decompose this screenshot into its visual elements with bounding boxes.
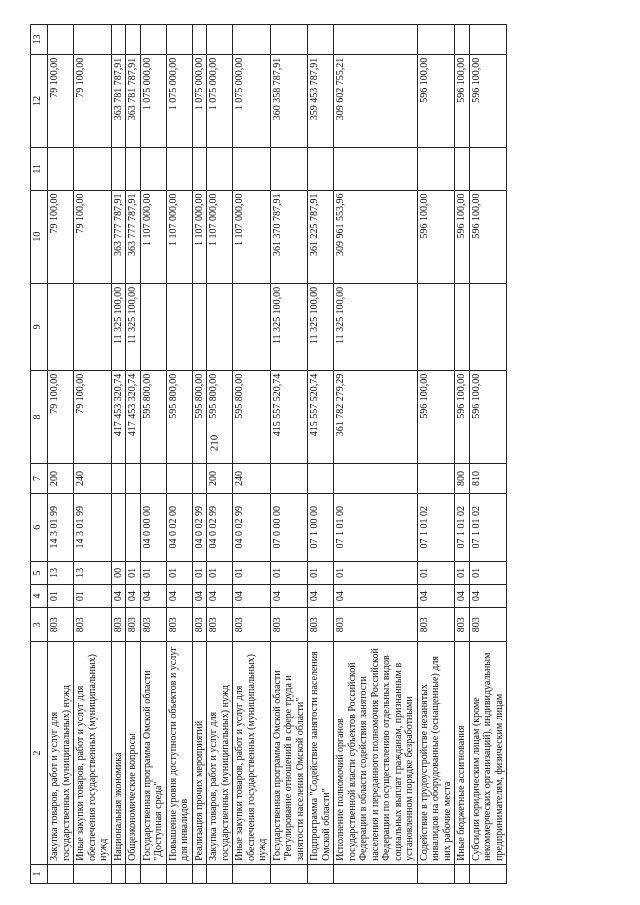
cell-subsection: 01 xyxy=(270,561,308,584)
cell-target-article: 04 0 02 99 xyxy=(233,493,271,561)
cell-section: 04 xyxy=(140,584,166,607)
cell-empty xyxy=(455,864,470,883)
cell-amount: 596 100,00 xyxy=(417,54,455,147)
cell-amount: 1 107 000,00 xyxy=(166,190,192,283)
cell-amount xyxy=(48,283,74,370)
cell-empty xyxy=(469,864,507,883)
cell-amount xyxy=(74,283,112,370)
budget-table xyxy=(30,24,507,884)
cell-amount: 595 800,00 xyxy=(192,370,207,463)
cell-target-article: 04 0 02 99 xyxy=(207,493,233,561)
cell-amount: 1 075 000,00 xyxy=(207,54,233,147)
cell-amount: 309 961 553,96 xyxy=(334,190,418,283)
cell-expense-type xyxy=(334,464,418,494)
cell-expense-type xyxy=(192,464,207,494)
cell-amount xyxy=(417,25,455,55)
cell-empty xyxy=(308,864,334,883)
cell-amount: 596 100,00 xyxy=(469,370,507,463)
cell-ministry: 803 xyxy=(207,608,233,642)
cell-ministry: 803 xyxy=(469,608,507,642)
cell-ministry: 803 xyxy=(455,608,470,642)
cell-amount: 595 800,00 xyxy=(207,370,233,463)
cell-subsection: 01 xyxy=(207,561,233,584)
cell-amount xyxy=(455,25,470,55)
cell-target-article: 14 3 01 99 xyxy=(74,493,112,561)
cell-subsection: 01 xyxy=(417,561,455,584)
cell-amount: 11 325 100,00 xyxy=(334,283,418,370)
cell-subsection: 01 xyxy=(166,561,192,584)
cell-amount: 417 453 320,74 xyxy=(111,370,126,463)
cell-amount xyxy=(417,148,455,190)
cell-subsection: 13 xyxy=(74,561,112,584)
cell-target-article: 14 3 01 99 xyxy=(48,493,74,561)
cell-empty xyxy=(233,864,271,883)
row-name: Государственная программа Омской области "Доступная среда" xyxy=(140,642,166,865)
cell-amount: 11 325 100,00 xyxy=(270,283,308,370)
cell-section: 04 xyxy=(192,584,207,607)
cell-expense-type: 810 xyxy=(469,464,507,494)
cell-amount: 596 100,00 xyxy=(455,54,470,147)
cell-amount xyxy=(192,148,207,190)
column-header: 2 xyxy=(31,642,48,865)
cell-amount xyxy=(126,148,141,190)
cell-expense-type: 200 xyxy=(207,464,233,494)
cell-empty xyxy=(192,864,207,883)
cell-amount: 596 100,00 xyxy=(469,190,507,283)
cell-amount: 11 325 100,00 xyxy=(111,283,126,370)
cell-amount xyxy=(308,148,334,190)
cell-subsection: 01 xyxy=(469,561,507,584)
row-name: Реализация прочих мероприятий xyxy=(192,642,207,865)
cell-amount xyxy=(207,283,233,370)
cell-subsection: 01 xyxy=(192,561,207,584)
cell-amount: 596 100,00 xyxy=(417,190,455,283)
cell-amount: 1 107 000,00 xyxy=(140,190,166,283)
cell-ministry: 803 xyxy=(166,608,192,642)
cell-amount: 79 100,00 xyxy=(48,190,74,283)
cell-expense-type: 800 xyxy=(455,464,470,494)
cell-amount: 596 100,00 xyxy=(455,370,470,463)
cell-amount: 361 225 787,91 xyxy=(308,190,334,283)
cell-amount: 596 100,00 xyxy=(455,190,470,283)
cell-empty xyxy=(48,864,74,883)
cell-amount xyxy=(469,283,507,370)
cell-amount xyxy=(455,283,470,370)
row-name: Иные закупки товаров, работ и услуг для обеспечения государственных (муниципальных) нужд xyxy=(233,642,271,865)
cell-amount xyxy=(417,283,455,370)
table-row xyxy=(469,25,507,884)
cell-amount: 596 100,00 xyxy=(469,54,507,147)
row-name: Подпрограмма "Содействие занятости населения Омской области" xyxy=(308,642,334,865)
column-header: 6 xyxy=(31,493,48,561)
cell-subsection: 01 xyxy=(233,561,271,584)
cell-amount: 1 075 000,00 xyxy=(233,54,271,147)
row-name: Исполнение полномочий органов государственной власти субъектов Российской Федерации в области содействия занятости населения и переданного полномочия Российской Федерации по осуществлению отдельных видов социальных выплат гражданам, признанным в установленном порядке безработными xyxy=(334,642,418,865)
cell-amount: 1 107 000,00 xyxy=(207,190,233,283)
cell-ministry: 803 xyxy=(233,608,271,642)
header-row xyxy=(31,25,48,884)
cell-empty xyxy=(111,864,126,883)
cell-subsection: 01 xyxy=(126,561,141,584)
table-row xyxy=(233,25,271,884)
cell-subsection: 01 xyxy=(334,561,418,584)
cell-amount xyxy=(192,25,207,55)
cell-section: 01 xyxy=(74,584,112,607)
cell-amount: 79 100,00 xyxy=(74,370,112,463)
cell-amount: 309 602 755,21 xyxy=(334,54,418,147)
cell-section: 04 xyxy=(469,584,507,607)
cell-section: 04 xyxy=(126,584,141,607)
table-row xyxy=(207,25,233,884)
cell-section: 04 xyxy=(166,584,192,607)
column-header: 5 xyxy=(31,561,48,584)
cell-amount: 1 075 000,00 xyxy=(166,54,192,147)
row-name: Национальная экономика xyxy=(111,642,126,865)
cell-amount: 11 325 100,00 xyxy=(126,283,141,370)
cell-amount xyxy=(140,283,166,370)
cell-expense-type xyxy=(140,464,166,494)
table-row xyxy=(48,25,74,884)
cell-empty xyxy=(126,864,141,883)
cell-ministry: 803 xyxy=(111,608,126,642)
cell-amount: 1 107 000,00 xyxy=(192,190,207,283)
cell-section: 04 xyxy=(111,584,126,607)
cell-amount xyxy=(166,25,192,55)
cell-expense-type xyxy=(270,464,308,494)
row-name: Закупка товаров, работ и услуг для государственных (муниципальных) нужд xyxy=(207,642,233,865)
cell-amount xyxy=(111,25,126,55)
row-name: Закупка товаров, работ и услуг для государственных (муниципальных) нужд xyxy=(48,642,74,865)
cell-amount: 79 100,00 xyxy=(48,370,74,463)
cell-amount: 595 800,00 xyxy=(166,370,192,463)
row-name: Иные бюджетные ассигнования xyxy=(455,642,470,865)
cell-amount: 363 781 787,91 xyxy=(126,54,141,147)
table-row xyxy=(334,25,418,884)
table-row xyxy=(126,25,141,884)
cell-ministry: 803 xyxy=(140,608,166,642)
cell-amount: 595 800,00 xyxy=(233,370,271,463)
cell-ministry: 803 xyxy=(48,608,74,642)
cell-amount xyxy=(140,25,166,55)
cell-target-article: 04 0 02 00 xyxy=(166,493,192,561)
cell-expense-type: 200 xyxy=(48,464,74,494)
cell-section: 04 xyxy=(270,584,308,607)
cell-ministry: 803 xyxy=(126,608,141,642)
cell-target-article: 07 1 01 02 xyxy=(455,493,470,561)
table-row xyxy=(417,25,455,884)
cell-empty xyxy=(417,864,455,883)
rotated-table-wrapper xyxy=(30,24,610,884)
cell-target-article: 07 1 01 02 xyxy=(469,493,507,561)
table-row xyxy=(455,25,470,884)
cell-section: 04 xyxy=(233,584,271,607)
cell-amount xyxy=(469,25,507,55)
cell-amount: 1 075 000,00 xyxy=(140,54,166,147)
cell-subsection: 01 xyxy=(455,561,470,584)
cell-amount: 363 777 787,91 xyxy=(126,190,141,283)
cell-amount: 359 453 787,91 xyxy=(308,54,334,147)
cell-expense-type: 240 xyxy=(74,464,112,494)
cell-target-article: 04 0 00 00 xyxy=(140,493,166,561)
cell-expense-type xyxy=(126,464,141,494)
cell-target-article xyxy=(126,493,141,561)
cell-target-article: 04 0 02 99 xyxy=(192,493,207,561)
row-name: Общеэкономические вопросы xyxy=(126,642,141,865)
cell-ministry: 803 xyxy=(308,608,334,642)
cell-empty xyxy=(74,864,112,883)
column-header: 8 xyxy=(31,370,48,463)
cell-subsection: 00 xyxy=(111,561,126,584)
table-row xyxy=(166,25,192,884)
row-name: Повышение уровня доступности объектов и услуг для инвалидов xyxy=(166,642,192,865)
cell-amount: 595 800,00 xyxy=(140,370,166,463)
cell-amount: 415 557 520,74 xyxy=(270,370,308,463)
column-header: 11 xyxy=(31,148,48,190)
cell-target-article: 07 1 00 00 xyxy=(308,493,334,561)
cell-section: 01 xyxy=(48,584,74,607)
cell-amount: 415 557 520,74 xyxy=(308,370,334,463)
table-row xyxy=(140,25,166,884)
cell-ministry: 803 xyxy=(270,608,308,642)
table-row xyxy=(192,25,207,884)
row-name: Субсидии юридическим лицам (кроме некоммерческих организаций), индивидуальным предпринимателям, физическим лицам xyxy=(469,642,507,865)
cell-amount xyxy=(48,148,74,190)
cell-target-article: 07 0 00 00 xyxy=(270,493,308,561)
cell-amount xyxy=(74,25,112,55)
cell-amount: 1 107 000,00 xyxy=(233,190,271,283)
cell-amount: 361 782 279,29 xyxy=(334,370,418,463)
cell-section: 04 xyxy=(308,584,334,607)
cell-amount xyxy=(469,148,507,190)
column-header: 13 xyxy=(31,25,48,55)
cell-expense-type xyxy=(111,464,126,494)
cell-empty xyxy=(166,864,192,883)
cell-amount: 79 100,00 xyxy=(74,190,112,283)
cell-amount xyxy=(270,25,308,55)
cell-ministry: 803 xyxy=(417,608,455,642)
cell-amount xyxy=(166,283,192,370)
table-row xyxy=(270,25,308,884)
cell-amount: 361 370 787,91 xyxy=(270,190,308,283)
column-header: 12 xyxy=(31,54,48,147)
cell-expense-type xyxy=(308,464,334,494)
cell-target-article: 07 1 01 00 xyxy=(334,493,418,561)
cell-amount xyxy=(233,25,271,55)
column-header: 1 xyxy=(31,864,48,883)
cell-amount xyxy=(207,25,233,55)
row-name: Иные закупки товаров, работ и услуг для обеспечения государственных (муниципальных) нужд xyxy=(74,642,112,865)
cell-amount: 79 100,00 xyxy=(74,54,112,147)
cell-ministry: 803 xyxy=(74,608,112,642)
cell-amount: 363 781 787,91 xyxy=(111,54,126,147)
cell-amount: 1 075 000,00 xyxy=(192,54,207,147)
column-header: 7 xyxy=(31,464,48,494)
table-row xyxy=(111,25,126,884)
cell-amount: 360 358 787,91 xyxy=(270,54,308,147)
cell-empty xyxy=(207,864,233,883)
cell-amount: 11 325 100,00 xyxy=(308,283,334,370)
cell-ministry: 803 xyxy=(334,608,418,642)
column-header: 4 xyxy=(31,584,48,607)
cell-amount: 417 453 320,74 xyxy=(126,370,141,463)
cell-amount xyxy=(111,148,126,190)
table-row xyxy=(308,25,334,884)
row-name: Содействие в трудоустройстве незанятых инвалидов на оборудованные (оснащенные) для них рабочие места xyxy=(417,642,455,865)
cell-amount xyxy=(166,148,192,190)
cell-amount xyxy=(233,148,271,190)
cell-amount xyxy=(48,25,74,55)
cell-amount: 363 777 787,91 xyxy=(111,190,126,283)
cell-expense-type xyxy=(166,464,192,494)
cell-subsection: 13 xyxy=(48,561,74,584)
cell-amount xyxy=(233,283,271,370)
cell-subsection: 01 xyxy=(140,561,166,584)
page-number: 210 xyxy=(208,434,221,452)
table-row xyxy=(74,25,112,884)
cell-target-article: 07 1 01 02 xyxy=(417,493,455,561)
cell-empty xyxy=(140,864,166,883)
cell-amount xyxy=(192,283,207,370)
cell-expense-type xyxy=(417,464,455,494)
cell-amount xyxy=(455,148,470,190)
cell-section: 04 xyxy=(207,584,233,607)
cell-expense-type: 240 xyxy=(233,464,271,494)
cell-empty xyxy=(270,864,308,883)
cell-ministry: 803 xyxy=(192,608,207,642)
cell-target-article xyxy=(111,493,126,561)
column-header: 3 xyxy=(31,608,48,642)
cell-amount xyxy=(74,148,112,190)
column-header: 9 xyxy=(31,283,48,370)
cell-amount xyxy=(207,148,233,190)
cell-amount xyxy=(126,25,141,55)
cell-amount: 79 100,00 xyxy=(48,54,74,147)
cell-section: 04 xyxy=(334,584,418,607)
cell-empty xyxy=(334,864,418,883)
column-header: 10 xyxy=(31,190,48,283)
cell-amount xyxy=(140,148,166,190)
cell-amount xyxy=(308,25,334,55)
cell-amount: 596 100,00 xyxy=(417,370,455,463)
cell-section: 04 xyxy=(455,584,470,607)
cell-subsection: 01 xyxy=(308,561,334,584)
cell-section: 04 xyxy=(417,584,455,607)
cell-amount xyxy=(334,148,418,190)
cell-amount xyxy=(334,25,418,55)
row-name: Государственная программа Омской области "Регулирование отношений в сфере труда и занятости населения Омской области" xyxy=(270,642,308,865)
cell-amount xyxy=(270,148,308,190)
